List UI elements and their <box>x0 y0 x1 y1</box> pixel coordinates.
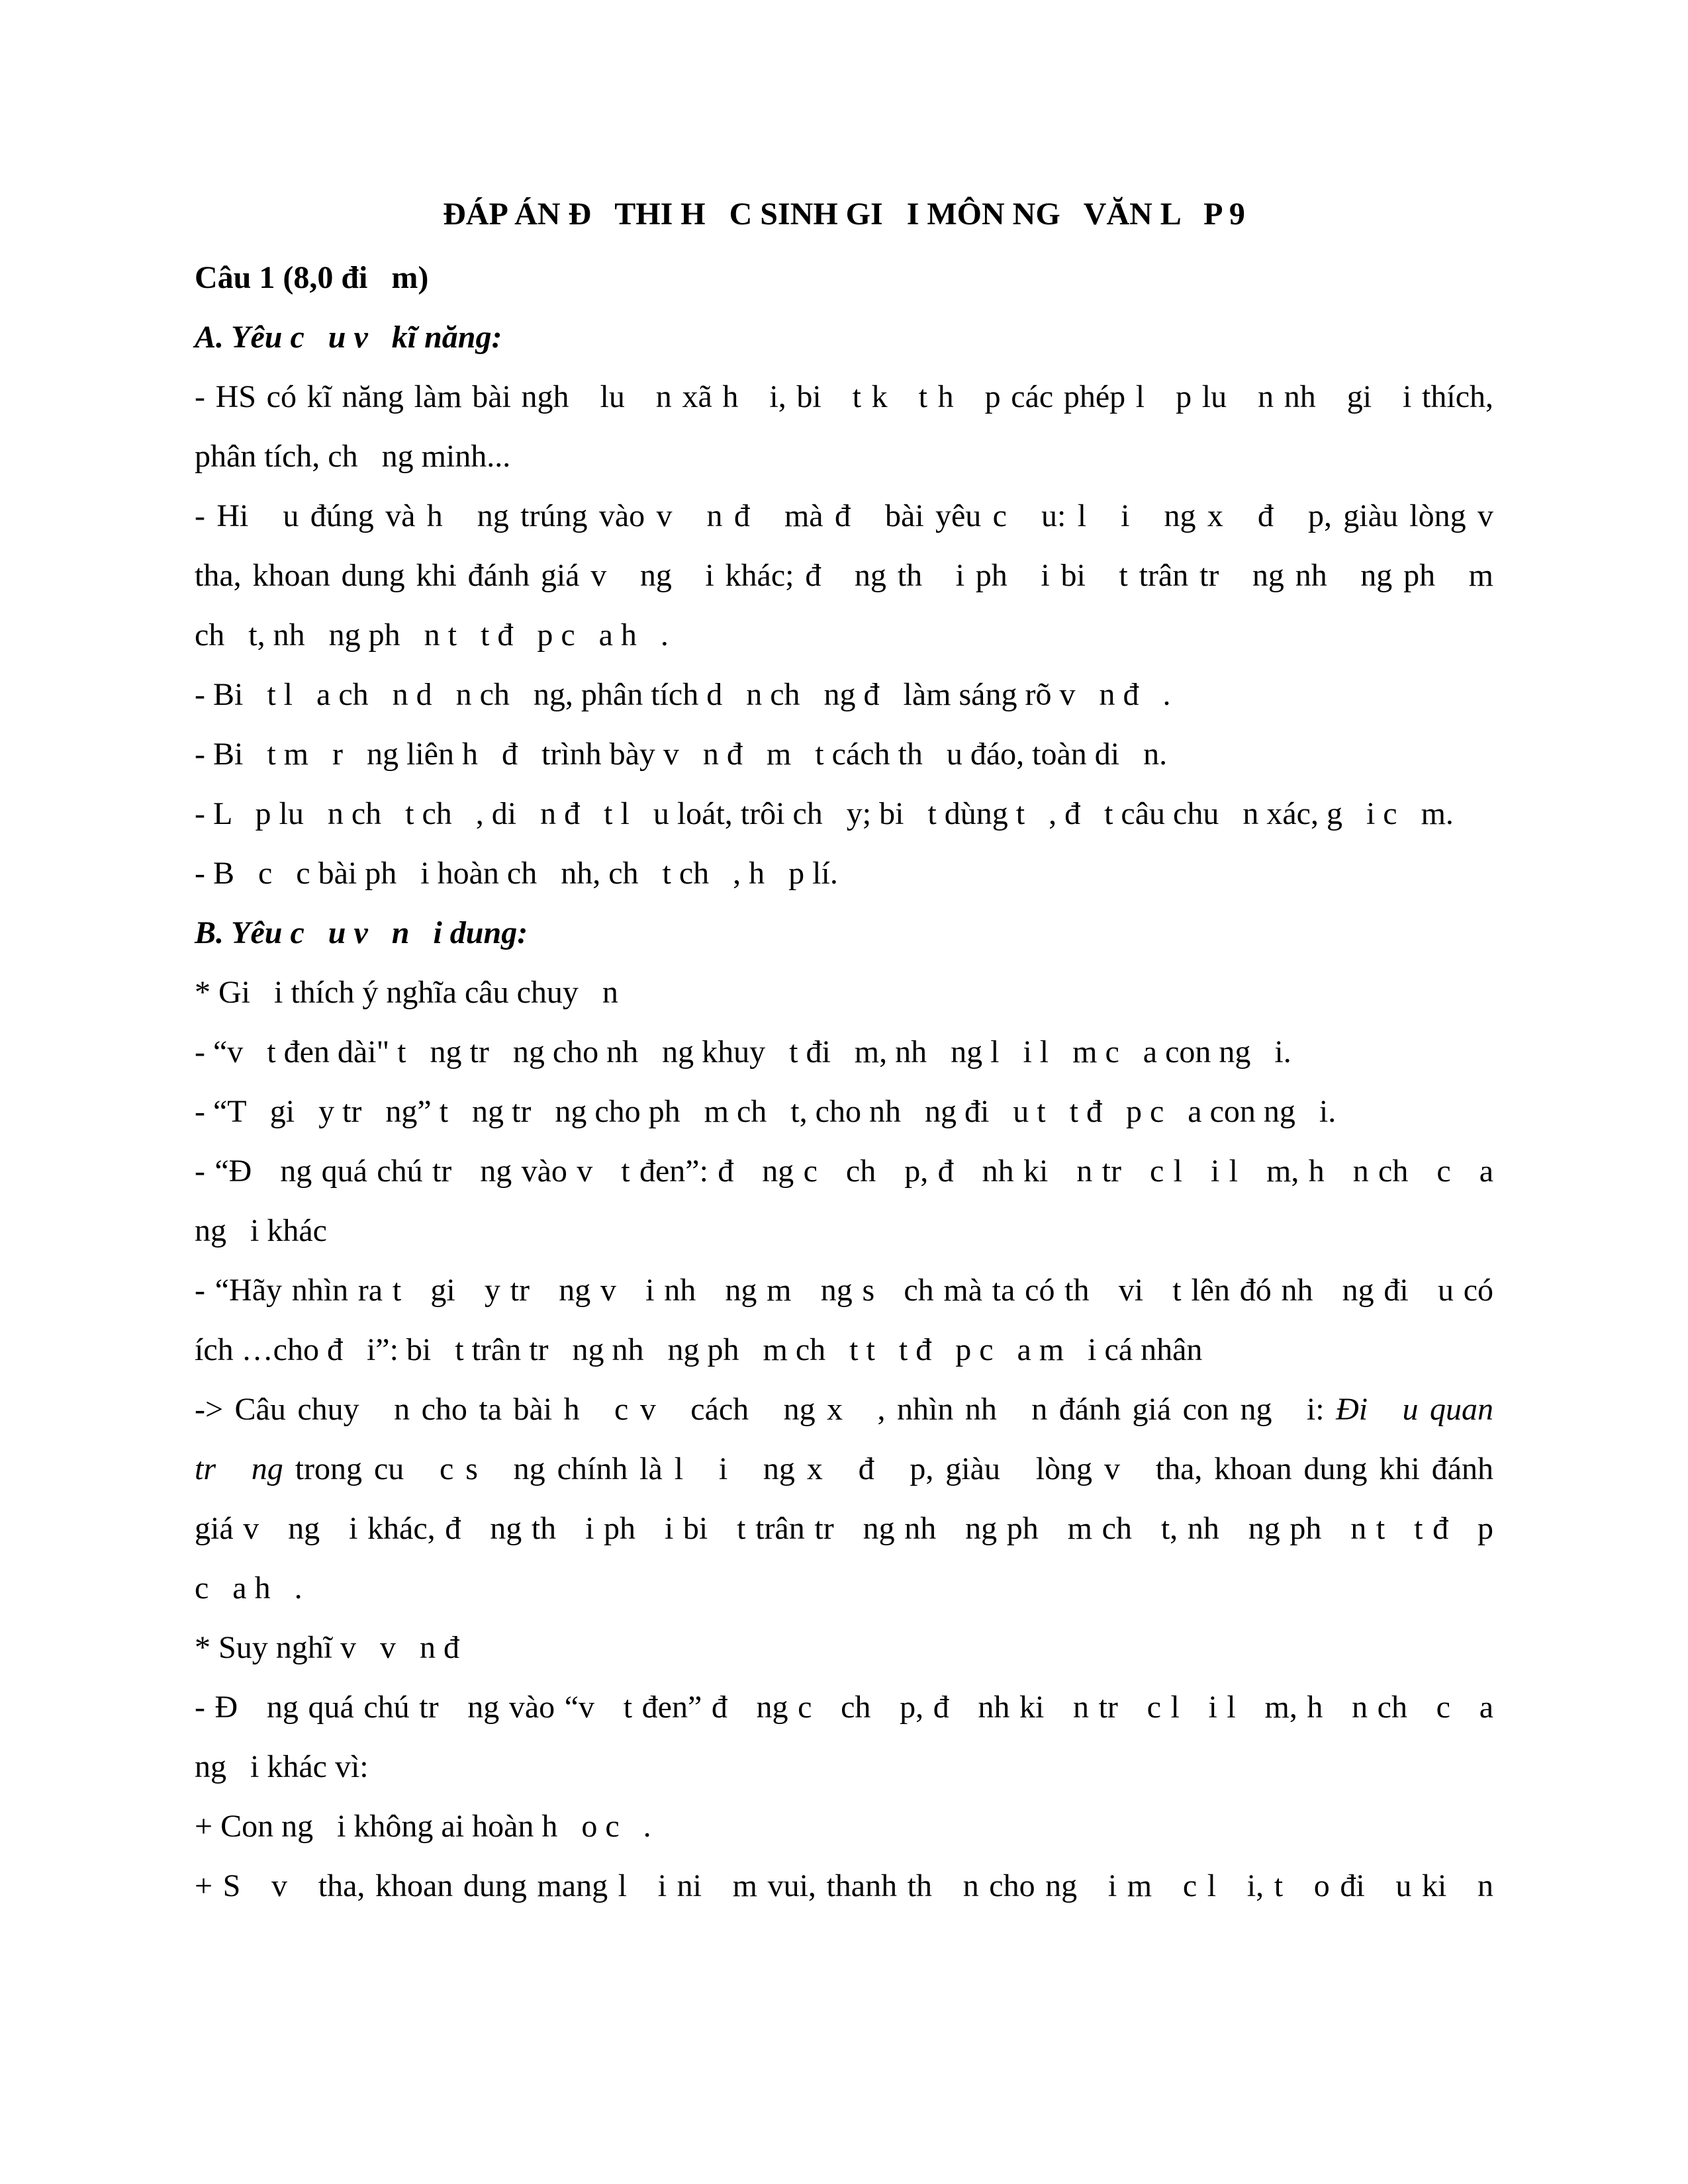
lesson-line <box>195 1449 1493 1489</box>
paragraph-line: - “Hãy nhìn ra t gi y tr ng v i nh ng m ng s ch mà ta có th vi t lên đó nh ng đi u có <box>195 1273 1493 1308</box>
paragraph-line: ch t, nh ng ph n t t đ p c a h . <box>195 617 669 653</box>
section-a-heading: A. Yêu c u v kĩ năng: <box>195 320 502 355</box>
paragraph-line: + S v tha, khoan dung mang l i ni m vui, thanh th n cho ng i m c l i, t o đi u ki n <box>195 1868 1493 1903</box>
document-title: ĐÁP ÁN Đ THI H C SINH GI I MÔN NG VĂN L P 9 <box>443 197 1245 232</box>
question-1-heading: Câu 1 (8,0 đi m) <box>195 260 429 295</box>
paragraph-line: ng i khác <box>195 1213 327 1248</box>
paragraph-line: ng i khác vì: <box>195 1749 369 1784</box>
paragraph-line: - “v t đen dài" t ng tr ng cho nh ng khuy t đi m, nh ng l i l m c a con ng i. <box>195 1034 1291 1069</box>
paragraph-line: * Gi i thích ý nghĩa câu chuy n <box>195 975 618 1010</box>
paragraph-line: - Bi t l a ch n d n ch ng, phân tích d n ch ng đ làm sáng rõ v n đ . <box>195 677 1171 712</box>
paragraph-line: * Suy nghĩ v v n đ <box>195 1630 460 1665</box>
section-b-heading: B. Yêu c u v n i dung: <box>195 915 528 950</box>
lesson-text: -> Câu chuy n cho ta bài h c v cách ng x , nhìn nh n đánh giá con ng i: <box>195 1392 1336 1427</box>
paragraph-line: - Bi t m r ng liên h đ trình bày v n đ m t cách th u đáo, toàn di n. <box>195 737 1168 772</box>
paragraph-line: - HS có kĩ năng làm bài ngh lu n xã h i, bi t k t h p các phép l p lu n nh gi i thích, <box>195 379 1493 414</box>
lesson-emphasis: Đi u quan <box>1336 1392 1494 1427</box>
lesson-line <box>195 1390 1493 1430</box>
paragraph-line: tha, khoan dung khi đánh giá v ng i khác; đ ng th i ph i bi t trân tr ng nh ng ph m <box>195 558 1493 593</box>
paragraph-line: - “Đ ng quá chú tr ng vào v t đen”: đ ng c ch p, đ nh ki n tr c l i l m, h n ch c a <box>195 1154 1493 1189</box>
lesson-line: giá v ng i khác, đ ng th i ph i bi t trân tr ng nh ng ph m ch t, nh ng ph n t t đ p <box>195 1511 1493 1546</box>
lesson-text: trong cu c s ng chính là l i ng x đ p, giàu lòng v tha, khoan dung khi đánh <box>283 1451 1494 1486</box>
paragraph-line: - L p lu n ch t ch , di n đ t l u loát, trôi ch y; bi t dùng t , đ t câu chu n xác, g i c m. <box>195 796 1454 831</box>
lesson-line: c a h . <box>195 1570 303 1606</box>
lesson-emphasis: tr ng <box>195 1451 283 1486</box>
paragraph-line: - Đ ng quá chú tr ng vào “v t đen” đ ng c ch p, đ nh ki n tr c l i l m, h n ch c a <box>195 1690 1493 1725</box>
paragraph-line: - B c c bài ph i hoàn ch nh, ch t ch , h p lí. <box>195 856 838 891</box>
paragraph-line: - Hi u đúng và h ng trúng vào v n đ mà đ bài yêu c u: l i ng x đ p, giàu lòng v <box>195 498 1493 533</box>
paragraph-line: phân tích, ch ng minh... <box>195 439 511 474</box>
paragraph-line: ích …cho đ i”: bi t trân tr ng nh ng ph m ch t t t đ p c a m i cá nhân <box>195 1332 1203 1367</box>
paragraph-line: - “T gi y tr ng” t ng tr ng cho ph m ch t, cho nh ng đi u t t đ p c a con ng i. <box>195 1094 1336 1129</box>
paragraph-line: + Con ng i không ai hoàn h o c . <box>195 1809 651 1844</box>
